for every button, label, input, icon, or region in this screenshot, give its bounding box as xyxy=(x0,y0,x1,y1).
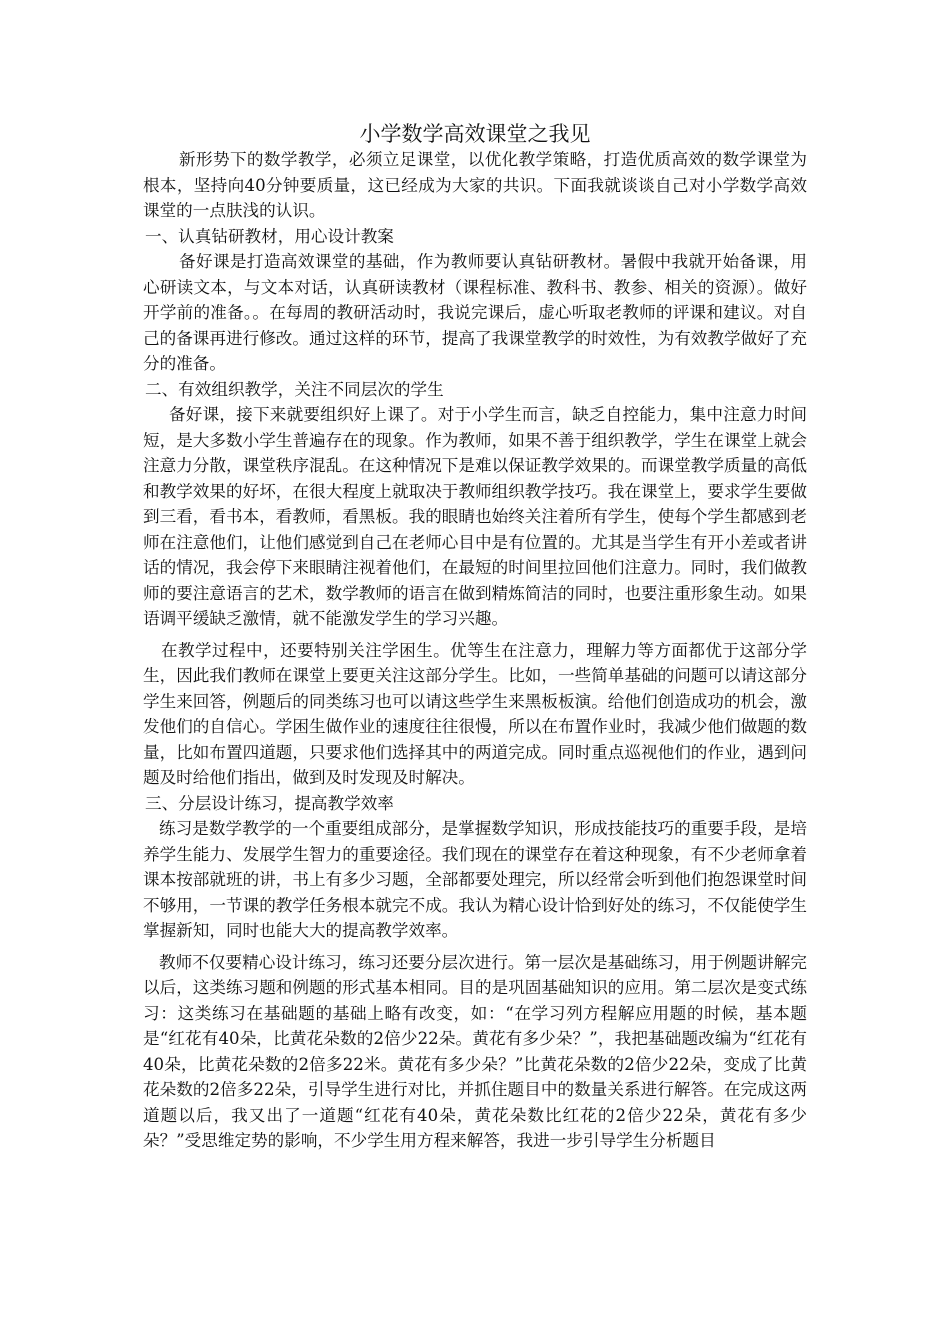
section-3-paragraph-1: 练习是数学教学的一个重要组成部分，是掌握数学知识，形成技能技巧的重要手段，是培养学生能力、发展学生智力的重要途径。我们现在的课堂存在着这种现象，有不少老师拿着课本按部就班的讲，书上有多少习题，全部都要处理完，所以经常会听到他们抱怨课堂时间不够用，一节课的教学任务根本就完不成。我认为精心设计恰到好处的练习，不仅能使学生掌握新知，同时也能大大的提高教学效率。 xyxy=(143,819,807,940)
section-3-heading: 三、分层设计练习，提高教学效率 xyxy=(145,793,394,813)
section-1-heading: 一、认真钻研教材，用心设计教案 xyxy=(145,226,394,246)
document-page xyxy=(143,121,807,1154)
section-2-paragraph-2: 在教学过程中，还要特别关注学困生。优等生在注意力，理解力等方面都优于这部分学生，因此我们教师在课堂上要更关注这部分学生。比如，一些简单基础的问题可以请这部分学生来回答，例题后的同类练习也可以请这些学生来黑板板演。给他们创造成功的机会，激发他们的自信心。学困生做作业的速度往往很慢，所以在布置作业时，我减少他们做题的数量，比如布置四道题，只要求他们选择其中的两道完成。同时重点巡视他们的作业，遇到问题及时给他们指出，做到及时发现及时解决。 xyxy=(143,640,807,787)
intro-paragraph: 新形势下的数学教学，必须立足课堂，以优化教学策略，打造优质高效的数学课堂为根本，坚持向40分钟要质量，这已经成为大家的共识。下面我就谈谈自己对小学数学高效课堂的一点肤浅的认识。 xyxy=(143,150,807,220)
document-title: 小学数学高效课堂之我见 xyxy=(359,122,591,146)
section-2-paragraph-1: 备好课，接下来就要组织好上课了。对于小学生而言，缺乏自控能力，集中注意力时间短，是大多数小学生普遍存在的现象。作为教师，如果不善于组织教学，学生在课堂上就会注意力分散，课堂秩序混乱。在这种情况下是难以保证教学效果的。而课堂教学质量的高低和教学效果的好坏，在很大程度上就取决于教师组织教学技巧。我在课堂上，要求学生要做到三看，看书本，看教师，看黑板。我的眼睛也始终关注着所有学生，使每个学生都感到老师在注意他们，让他们感觉到自己在老师心目中是有位置的。尤其是当学生有开小差或者讲话的情况，我会停下来眼睛注视着他们，在最短的时间里拉回他们注意力。同时，我们做教师的要注意语言的艺术，数学教师的语言在做到精炼简洁的同时，也要注重形象生动。如果语调平缓缺乏激情，就不能激发学生的学习兴趣。 xyxy=(143,405,807,628)
section-2-heading: 二、有效组织教学，关注不同层次的学生 xyxy=(145,379,444,399)
section-1-paragraph-1: 备好课是打造高效课堂的基础，作为教师要认真钻研教材。暑假中我就开始备课，用心研读文本，与文本对话，认真研读教材（课程标准、教科书、教参、相关的资源）。做好开学前的准备。。在每周的教研活动时，我说完课后，虚心听取老教师的评课和建议。对自己的备课再进行修改。通过这样的环节，提高了我课堂教学的时效性，为有效教学做好了充分的准备。 xyxy=(143,252,807,373)
section-3-paragraph-2: 教师不仅要精心设计练习，练习还要分层次进行。第一层次是基础练习，用于例题讲解完以后，这类练习题和例题的形式基本相同。目的是巩固基础知识的应用。第二层次是变式练习：这类练习在基础题的基础上略有改变，如：“在学习列方程解应用题的时候，基本题是“红花有40朵，比黄花朵数的2倍少22朵。黄花有多少朵？”，我把基础题改编为“红花有40朵，比黄花朵数的2倍多22米。黄花有多少朵？”比黄花朵数的2倍少22朵，变成了比黄花朵数的2倍多22朵，引导学生进行对比，并抓住题目中的数量关系进行解答。在完成这两道题以后，我又出了一道题“红花有40朵，黄花朵数比红花的2倍少22朵，黄花有多少朵？”受思维定势的影响，不少学生用方程来解答，我进一步引导学生分析题目 xyxy=(143,952,807,1150)
